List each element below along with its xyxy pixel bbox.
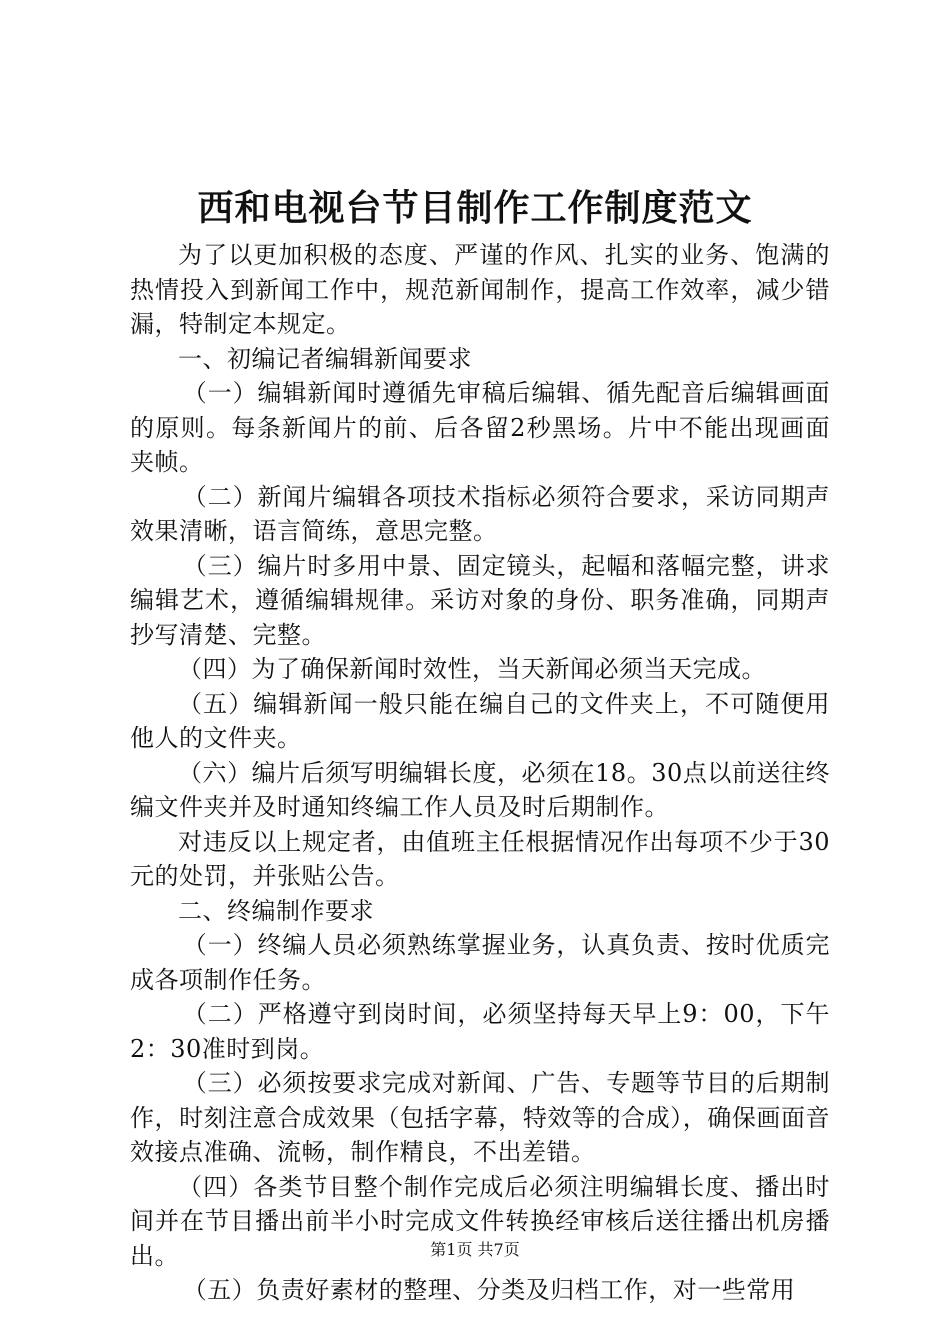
section-2-item-2: （二）严格遵守到岗时间，必须坚持每天早上9：00，下午2：30准时到岗。	[130, 1000, 830, 1063]
penalty-paragraph: 对违反以上规定者，由值班主任根据情况作出每项不少于30元的处罚，并张贴公告。	[130, 827, 830, 890]
section-2-item-4: （四）各类节目整个制作完成后必须注明编辑长度、播出时间并在节目播出前半小时完成文件转换经审核后送往播出机房播出。	[130, 1172, 830, 1270]
section-1-item-3: （三）编片时多用中景、固定镜头，起幅和落幅完整，讲求编辑艺术，遵循编辑规律。采访对象的身份、职务准确，同期声抄写清楚、完整。	[130, 551, 830, 649]
document-title: 西和电视台节目制作工作制度范文	[197, 187, 753, 229]
document-body	[130, 238, 830, 1308]
section-2-item-1: （一）终编人员必须熟练掌握业务，认真负责、按时优质完成各项制作任务。	[130, 931, 830, 994]
section-1-item-4: （四）为了确保新闻时效性，当天新闻必须当天完成。	[178, 655, 766, 683]
section-heading-2: 二、终编制作要求	[178, 896, 374, 925]
section-heading-1: 一、初编记者编辑新闻要求	[178, 344, 472, 373]
section-2-item-5: （五）负责好素材的整理、分类及归档工作，对一些常用	[182, 1276, 796, 1304]
section-1-item-1: （一）编辑新闻时遵循先审稿后编辑、循先配音后编辑画面的原则。每条新闻片的前、后各留2秒黑场。片中不能出现画面夹帧。	[130, 379, 830, 476]
section-2-item-3: （三）必须按要求完成对新闻、广告、专题等节目的后期制作，时刻注意合成效果（包括字幕，特效等的合成），确保画面音效接点准确、流畅，制作精良，不出差错。	[130, 1069, 830, 1166]
intro-paragraph: 为了以更加积极的态度、严谨的作风、扎实的业务、饱满的热情投入到新闻工作中，规范新闻制作，提高工作效率，减少错漏，特制定本规定。	[130, 241, 830, 338]
section-1-item-6: （六）编片后须写明编辑长度，必须在18。30点以前送往终编文件夹并及时通知终编工作人员及时后期制作。	[130, 758, 830, 821]
section-1-item-2: （二）新闻片编辑各项技术指标必须符合要求，采访同期声效果清晰，语言简练，意思完整。	[130, 482, 830, 545]
section-1-item-5: （五）编辑新闻一般只能在编自己的文件夹上，不可随便用他人的文件夹。	[130, 689, 830, 752]
page-footer: 第1页 共7页	[430, 1240, 520, 1259]
